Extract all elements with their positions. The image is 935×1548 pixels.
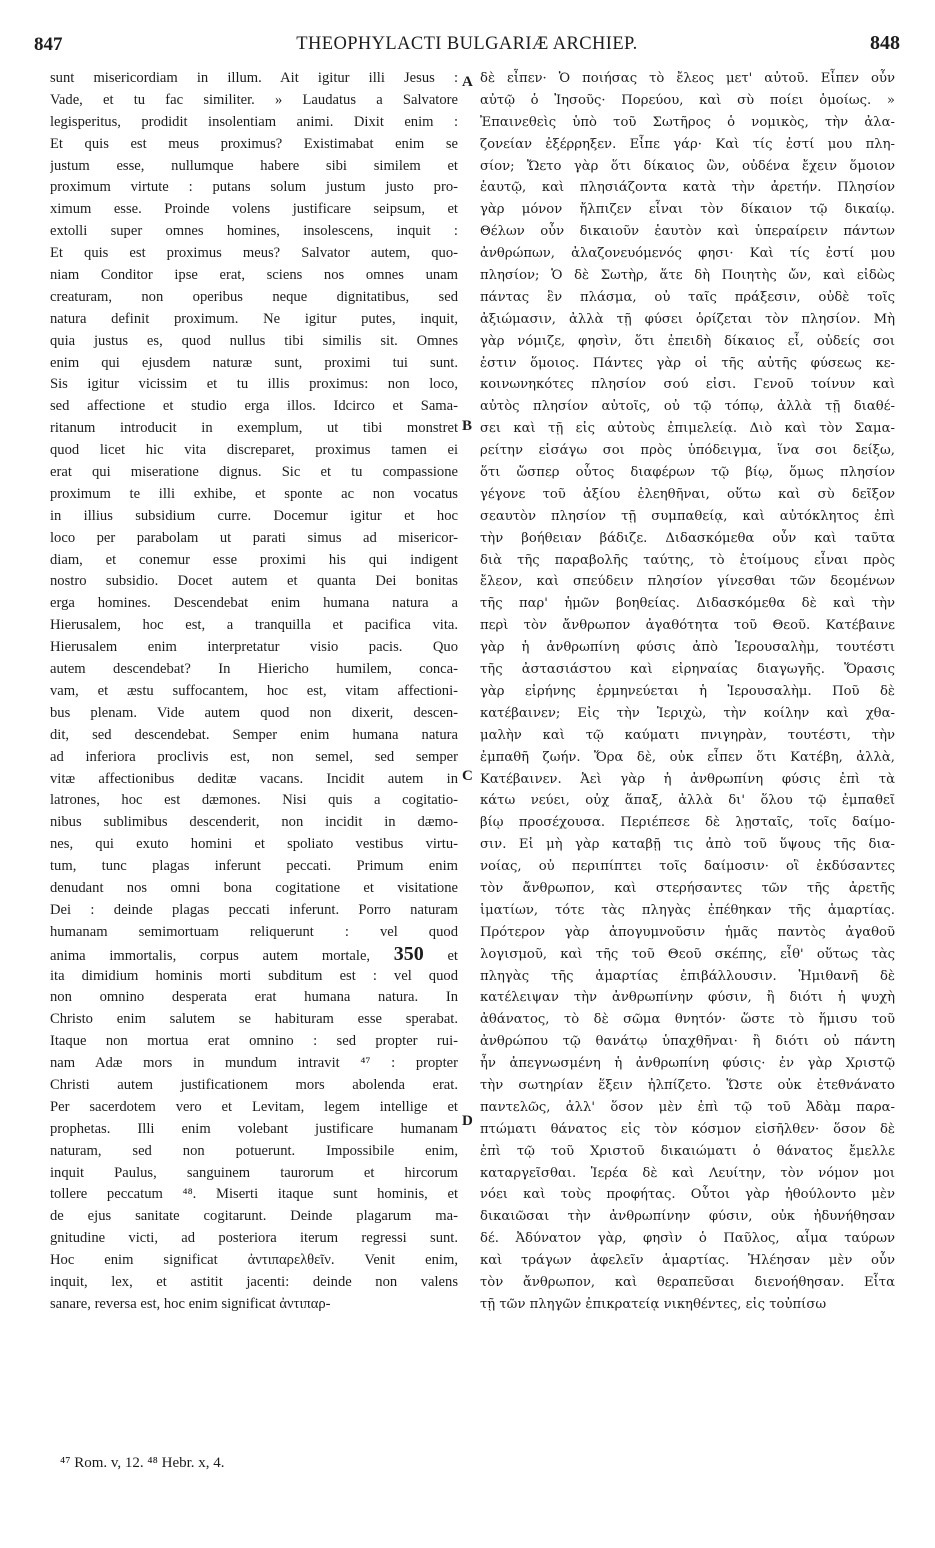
latin-line: bus plenam. Vide autem quod non dixerit, descen- xyxy=(50,704,458,721)
latin-line: Hierusalem enim interpretatur visio pacis. Quo xyxy=(50,639,458,656)
latin-line: humanam semimortuam reliquerunt : vel quod xyxy=(50,923,458,940)
greek-line: γὰρ μόνον ἤλπιζεν εἶναι τὸν δίκαιον τῷ δικαίῳ. xyxy=(480,202,895,218)
greek-line: δέ. Ἀδύνατον γὰρ, φησὶν ὁ Παῦλος, αἷμα ταύρων xyxy=(480,1231,895,1247)
latin-line: justum esse, nullumque habere sibi similem et xyxy=(50,157,458,174)
latin-line: prophetas. Illi enim volebant justificare humanam xyxy=(50,1120,458,1137)
latin-line: latrones, hoc est dæmones. Nisi quis a cogitatio- xyxy=(50,792,458,809)
greek-line: τὴν σωτηρίαν ἕξειν ἠλπίζετο. Ὥστε οὐκ ἐτεθνάνατο xyxy=(480,1077,895,1093)
latin-line: nes, qui exuto homini et spoliato vestibus virtu- xyxy=(50,836,458,853)
latin-line: in illius subsidium curre. Docemur igitur et hoc xyxy=(50,507,458,524)
greek-line: βίῳ προσέχουσα. Περιέπεσε δὲ λῃσταῖς, τοῖς δαίμο- xyxy=(480,815,895,831)
greek-line: σιν. Εἰ μὴ γὰρ καταβῇ τις ἀπὸ τοῦ ὕψους τῆς δια- xyxy=(480,837,895,853)
greek-line: Ἐπαινεθεὶς ὑπὸ τοῦ Σωτῆρος ὁ νομικὸς, τὴν ἀλα- xyxy=(480,114,895,130)
latin-line: erga homines. Descendebat enim humana natura a xyxy=(50,595,458,612)
latin-line: nam Adæ mors in mundum intravit ⁴⁷ : propter xyxy=(50,1055,458,1072)
greek-line: ἀνθρώπων, ἀλαζονευόμενός φησι· Καὶ τίς ἐστί μου xyxy=(480,246,895,262)
latin-line: Sis igitur vicissim et tu illis proximus: non loco, xyxy=(50,376,458,393)
greek-line: Κατέβαινεν. Ἀεὶ γὰρ ἡ ἀνθρωπίνη φύσις ἐπὶ τὰ xyxy=(480,771,895,787)
latin-line: Vade, et tu fac similiter. » Laudatus a Salvatore xyxy=(50,91,458,108)
greek-line: ἀνθρώπου τῷ θανάτῳ ὑπαχθῆναι· ἢ διότι οὐ πάντη xyxy=(480,1034,895,1050)
latin-line: quod licet hic vita discreparet, proximus tamen ei xyxy=(50,442,458,459)
latin-line: Hoc enim significat ἀντιπαρελθεῖν. Venit enim, xyxy=(50,1252,458,1269)
latin-line: inquit Paulus, sanguinem taurorum et hircorum xyxy=(50,1164,458,1181)
latin-line xyxy=(50,944,458,966)
latin-line: tollere peccatum ⁴⁸. Miserti itaque sunt hominis, et xyxy=(50,1186,458,1203)
greek-line: ἱματίων, τότε τὰς πληγὰς ἐπέθηκαν τῆς ἁμαρτίας. xyxy=(480,902,895,918)
latin-line: legisperitus, prodidit insolentiam animi. Dixit enim : xyxy=(50,113,458,130)
greek-line: παντελῶς, ἀλλ' ὅσον μὲν ἐπὶ τῷ τοῦ Ἀδὰμ παρα- xyxy=(480,1099,895,1115)
greek-line: ἀθάνατος, τὸ δὲ σῶμα θνητόν· ὥστε τὸ ἥμισυ τοῦ xyxy=(480,1012,895,1028)
latin-line: Dei : deinde plagas peccati inferunt. Porro naturam xyxy=(50,901,458,918)
greek-line: νοίας, οὐ περιπίπτει τοῖς δαίμοσιν· οἳ ἐκδύσαντες xyxy=(480,859,895,875)
latin-line: de ejus sanitate cogitarunt. Deinde plagarum ma- xyxy=(50,1208,458,1225)
greek-line: τῆς ἀστασιάστου καὶ εἰρηναίας διαγωγῆς. Ὅρασις xyxy=(480,662,895,678)
greek-line: μαλὴν καὶ τῷ καύματι πνιγηρὰν, τουτέστι, τὴν xyxy=(480,727,895,743)
latin-line: ritanum introducit in exemplum, ut tibi monstret xyxy=(50,420,458,437)
latin-line: Hierusalem, hoc est, a tranquilla et pacifica vita. xyxy=(50,617,458,634)
latin-line: extolli super omnes homines, insolescens, inquit : xyxy=(50,223,458,240)
greek-line: δικαιῶσαι τὴν ἀνθρωπίνην φύσιν, οὐκ ἠδυνήθησαν xyxy=(480,1209,895,1225)
section-marker-b: B xyxy=(462,418,473,434)
latin-line: autem descendebat? In Hiericho humilem, conca- xyxy=(50,661,458,678)
running-header xyxy=(34,34,900,60)
latin-line: tum, tunc plagas inferunt peccati. Primum enim xyxy=(50,858,458,875)
greek-line: νόει καὶ τοὺς προφήτας. Οὗτοι γὰρ ἠθούλοντο μὲν xyxy=(480,1187,895,1203)
footnotes: ⁴⁷ Rom. v, 12. ⁴⁸ Hebr. x, 4. xyxy=(60,1455,225,1471)
latin-line: naturam, sed non potuerunt. Impossibile enim, xyxy=(50,1142,458,1159)
greek-line: γὰρ ἡ ἀνθρωπίνη φύσις ἀπὸ Ἱερουσαλὴμ, τουτέστι xyxy=(480,640,895,656)
latin-line: proximum virtute : putans solum justum justo pro- xyxy=(50,179,458,196)
greek-line: ἐπὶ τῷ τοῦ Χριστοῦ δικαιώματι ὁ θάνατος ἔμελλε xyxy=(480,1143,895,1159)
latin-line: ximum esse. Proinde volens justificare seipsum, et xyxy=(50,201,458,218)
latin-line: vitæ affectionibus deditæ vacans. Incidit autem in xyxy=(50,770,458,787)
latin-line: Christo enim salutem se habituram esse sperabat. xyxy=(50,1011,458,1028)
greek-line: ἐμπαθῆ ζωήν. Ὅρα δὲ, οὐκ εἶπεν ὅτι Κατέβη, ἀλλὰ, xyxy=(480,749,895,765)
section-marker-a: A xyxy=(462,74,473,90)
greek-line: αὐτὸς πλησίον αὐτοῖς, οὐ τῷ τόπῳ, ἀλλὰ τῇ διαθέ- xyxy=(480,399,895,415)
latin-line: quia justus es, quod nullus tibi similis sit. Omnes xyxy=(50,332,458,349)
latin-line: Christi autem justificationem mors abolenda erat. xyxy=(50,1076,458,1093)
latin-line: creaturam, non operibus neque dignitatibus, sed xyxy=(50,288,458,305)
greek-line: Θέλων οὖν δικαιοῦν ἑαυτὸν καὶ ὑπεραίρειν πάντων xyxy=(480,224,895,240)
greek-line: γέγονε τοῦ ἀξίου ἐλεηθῆναι, οὕτω καὶ σὺ δεῖξον xyxy=(480,486,895,502)
greek-line: ζονείαν ἐξέρρηξεν. Εἶπε γάρ· Καὶ τίς ἐστί μου πλη- xyxy=(480,136,895,152)
greek-line: πληγὰς τῆς ἁμαρτίας ἐπιβάλλουσιν. Ἡμιθανῆ δὲ xyxy=(480,968,895,984)
latin-line: sanare, reversa est, hoc enim significat ἀντιπαρ- xyxy=(50,1295,331,1312)
greek-line: κατέλειψαν τὴν ἀνθρωπίνην φύσιν, ἢ διότι ἡ ψυχὴ xyxy=(480,990,895,1006)
running-title: THEOPHYLACTI BULGARIÆ ARCHIEP. xyxy=(296,34,638,54)
latin-line: Per sacerdotem vero et Levitam, legem intellige et xyxy=(50,1098,458,1115)
greek-line: διὰ τῆς παραβολῆς ταύτης, τὸ ἑτοίμους εἶναι πρὸς xyxy=(480,552,895,568)
greek-line: ἑαυτῷ, καὶ πλησιάζοντα κατὰ τὴν ἀρετήν. Πλησίον xyxy=(480,180,895,196)
latin-line: dit, sed descendebat. Semper enim humana natura xyxy=(50,726,458,743)
greek-line: σίον; Ὤετο γὰρ ὅτι δίκαιος ὢν, οὐδένα ἔχειν ὅμοιον xyxy=(480,158,895,174)
latin-line: vam, et æstu suffocantem, hoc est, vitam affectioni- xyxy=(50,682,458,699)
greek-line: κάτω νεύει, οὐχ ἅπαξ, ἀλλὰ δι' ὅλου τῷ ἐμπαθεῖ xyxy=(480,793,895,809)
greek-line: γὰρ νόμιζε, φησὶν, ὅτι ἐπειδὴ δίκαιος εἶ, οὐδείς σοι xyxy=(480,333,895,349)
latin-line: Et quis est proximus meus? Salvator autem, quo- xyxy=(50,245,458,262)
greek-column xyxy=(480,68,895,1316)
greek-line: Πρότερον γὰρ ἀπογυμνοῦσιν ἡμᾶς παντὸς ἀγαθοῦ xyxy=(480,924,895,940)
latin-column xyxy=(50,68,458,1316)
greek-line: ἐστιν ὅμοιος. Πάντες γὰρ οἱ τῆς αὐτῆς φύσεως κε- xyxy=(480,355,895,371)
greek-line: ἀξιώμασιν, ἀλλὰ τῇ φύσει ὁρίζεται τὸν πλησίον. Μὴ xyxy=(480,311,895,327)
greek-line: ρείτην εἰσάγω σοι πρὸς ὑπόδειγμα, ἵνα σοι δείξω, xyxy=(480,443,895,459)
greek-line: πλησίον; Ὁ δὲ Σωτὴρ, ἅτε δὴ Ποιητὴς ὤν, καὶ εἰδὼς xyxy=(480,268,895,284)
latin-line: gnitudine victi, ad posteriora iterum regressi sunt. xyxy=(50,1230,458,1247)
latin-line-tail: et xyxy=(447,947,458,964)
greek-line: τὸν ἄνθρωπον, καὶ θεραπεῦσαι διενοήθησαν. Εἶτα xyxy=(480,1274,895,1290)
latin-line: natura definit proximum. Ne igitur putes, inquit, xyxy=(50,310,458,327)
greek-line: πτώματι θάνατος εἰς τὸν κόσμον εἰσῆλθεν· ὅσον δὲ xyxy=(480,1121,895,1137)
greek-line: καταργεῖσθαι. Ἱερέα δὲ καὶ Λευίτην, τὸν νόμον μοι xyxy=(480,1165,895,1181)
greek-line: τὴν βοήθειαν βάδιζε. Διδασκόμεθα οὖν καὶ ταῦτα xyxy=(480,530,895,546)
latin-line: inquit, lex, et astitit jacenti: deinde non valens xyxy=(50,1273,458,1290)
greek-line: τὸν ἄνθρωπον, καὶ στερήσαντες τῶν τῆς ἀρετῆς xyxy=(480,880,895,896)
column-number: 350 xyxy=(393,943,424,965)
latin-line: Et quis est meus proximus? Existimabat enim se xyxy=(50,135,458,152)
latin-line: non omnino desperata erat humana natura. In xyxy=(50,989,458,1006)
latin-line: sunt misericordiam in illum. Ait igitur illi Jesus : xyxy=(50,70,458,86)
greek-line: ἔλεον, καὶ σπεύδειν πλησίον γίνεσθαι τῶν δεομένων xyxy=(480,574,895,590)
latin-line: sed affectione et studio erga illos. Idcirco et Sama- xyxy=(50,398,458,415)
greek-line: ὅτι ὥσπερ οὗτος διαφέρων τῷ βίῳ, ὅμως πλησίον xyxy=(480,465,895,481)
greek-line: ἦν ἀπεγνωσμένη ἡ ἀνθρωπίνη φύσις· ἐν γὰρ Χριστῷ xyxy=(480,1056,895,1072)
greek-line: κοινωνηκότες πλησίον σού εἰσι. Γενοῦ τοίνυν καὶ xyxy=(480,377,895,393)
latin-line: erat qui miseratione dignus. Sic et tu compassione xyxy=(50,464,458,481)
greek-line: γὰρ εἰρήνης ἑρμηνεύεται ἡ Ἱερουσαλὴμ. Ποῦ δὲ xyxy=(480,683,895,699)
latin-line: nostro subsidio. Docet autem et quanta Dei bonitas xyxy=(50,573,458,590)
latin-line: ita dimidium hominis morti subditum est : vel quod xyxy=(50,967,458,984)
latin-line: proximum te illi exhibe, et sponte ac non vocatus xyxy=(50,485,458,502)
latin-line: nibus sublimibus descenderit, non incidit in dæmo- xyxy=(50,814,458,831)
greek-line: καὶ τράγων ἀφελεῖν ἁμαρτίας. Ἠλέησαν μὲν οὖν xyxy=(480,1253,895,1269)
greek-line: σει καὶ τῇ εἰς αὐτοὺς ἐπιμελείᾳ. Διὸ καὶ τὸν Σαμα- xyxy=(480,421,895,437)
greek-line: δὲ εἶπεν· Ὁ ποιήσας τὸ ἔλεος μετ' αὐτοῦ. Εἶπεν οὖν xyxy=(480,71,895,86)
latin-line-text: anima immortalis, corpus autem mortale, xyxy=(50,947,371,964)
section-marker-d: D xyxy=(462,1113,473,1129)
greek-line: σεαυτὸν πλησίον τῇ συμπαθείᾳ, καὶ αὐτόκλητος ἐπὶ xyxy=(480,508,895,524)
greek-line: πάντας ἓν πλάσμα, οὐ ταῖς πράξεσιν, οὐδὲ τοῖς xyxy=(480,289,895,305)
greek-line: λογισμοῦ, καὶ τῆς τοῦ Θεοῦ σκέπης, εἶθ' οὕτως τὰς xyxy=(480,946,895,962)
latin-line: Itaque non mortua erat omnino : sed propter rui- xyxy=(50,1033,458,1050)
latin-line: loco per parabolam ut parati simus ad misericor- xyxy=(50,529,458,546)
page-number-left: 847 xyxy=(34,34,63,55)
greek-line: περὶ τὸν ἄνθρωπον ἀγαθότητα τοῦ Θεοῦ. Κατέβαινε xyxy=(480,618,895,634)
section-marker-c: C xyxy=(462,768,473,784)
latin-line: niam Conditor ipse erat, sciens nos omnes unam xyxy=(50,267,458,284)
latin-line: enim qui ejusdem naturæ sunt, proximi tui sunt. xyxy=(50,354,458,371)
latin-line: denudant nos omni bona cogitatione et visitatione xyxy=(50,879,458,896)
greek-line: κατέβαινεν; Εἰς τὴν Ἱεριχὼ, τὴν κοίλην καὶ χθα- xyxy=(480,705,895,721)
greek-line: αὐτῷ ὁ Ἰησοῦς· Πορεύου, καὶ σὺ ποίει ὁμοίως. » xyxy=(480,92,895,108)
greek-line: τῇ τῶν πληγῶν ἐπικρατείᾳ νικηθέντες, εἰς τοὐπίσω xyxy=(480,1296,827,1312)
latin-line: diam, et conemur esse proximi his qui indigent xyxy=(50,551,458,568)
page-number-right: 848 xyxy=(870,32,900,54)
greek-line: τῆς παρ' ἡμῶν βοηθείας. Διδασκόμεθα δὲ καὶ τὴν xyxy=(480,596,895,612)
latin-line: ad inferiora proclivis est, non semel, sed semper xyxy=(50,748,458,765)
